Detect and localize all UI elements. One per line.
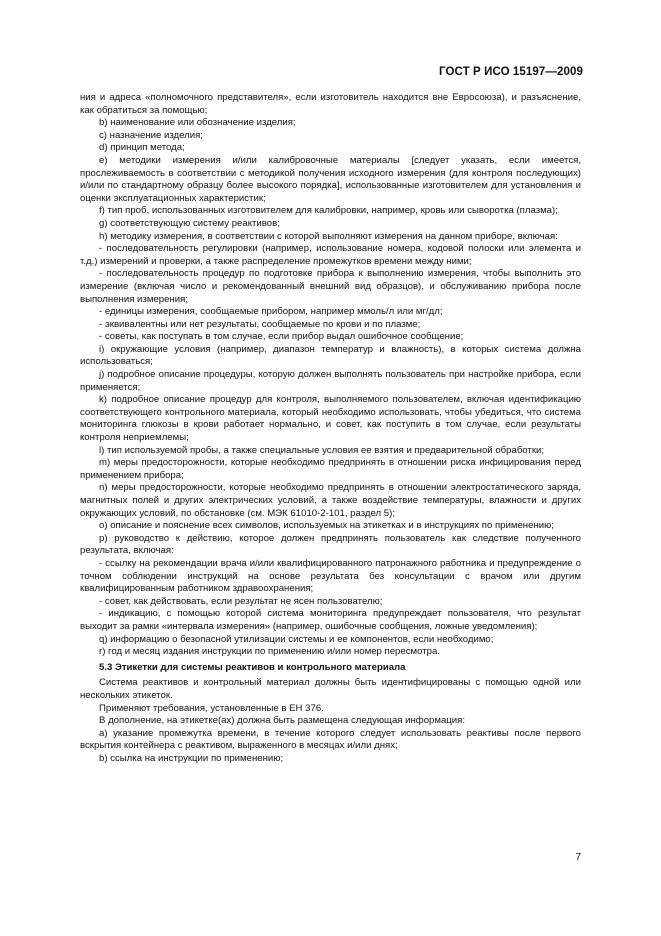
paragraph: ния и адреса «полномочного представителя», если изготовитель находится вне Евросоюза), и разъяснение, как обратиться за помощью; — [80, 92, 581, 116]
list-item: p) руководство к действию, которое должен предпринять пользователь как следствие полученного результата, включая: — [80, 532, 581, 557]
list-item: n) меры предосторожности, которые необходимо предпринять в отношении электростатического заряда, магнитных полей и других электрических условий, а также воздействие температуры, влажности и других окружающих условий, по обстановке (см. МЭК 61010-2-101, раздел 5); — [80, 482, 581, 519]
list-item: q) информацию о безопасной утилизации системы и ее компонентов, если необходимо; — [99, 633, 494, 645]
list-item: j) подробное описание процедуры, которую должен выполнять пользователь при настройке прибора, если применяется; — [80, 369, 581, 393]
list-item: c) назначение изделия; — [99, 129, 203, 141]
list-item: o) описание и пояснение всех символов, используемых на этикетках и в инструкциях по применению; — [99, 520, 554, 532]
list-item: k) подробное описание процедур для контроля, выполняемого пользователем, включая идентификацию соответствующего контрольного материала, который необходимо использовать, чтобы убедиться, что система мониторинга глюкозы в крови работает нормально, и совет, как поступить в том случае, если результаты контроля неприемлемы; — [80, 394, 581, 444]
list-item: b) наименование или обозначение изделия; — [99, 117, 296, 129]
paragraph: Применяют требования, установленные в ЕН 376. — [99, 702, 324, 714]
list-item: i) окружающие условия (например, диапазон температур и влажность), в которых система должна использоваться; — [80, 343, 581, 368]
sub-list-item: - индикацию, с помощью которой система мониторинга предупреждает пользователя, что результат выходит за рамки «интервала измерения» (например, ошибочные сообщения, ложные уведомления); — [80, 608, 581, 632]
list-item: e) методики измерения и/или калибровочные материалы [следует указать, если имеется, прослеживаемость в соответствии с методикой получения исходного измерения (для контроля последующих) и/или по стандартному образцу более высокого порядка], использованные изготовителем для установления и оценки эксплуатационных характеристик; — [80, 154, 581, 204]
list-item: m) меры предосторожности, которые необходимо предпринять в отношении риска инфицирования перед применением прибора; — [80, 457, 581, 481]
list-item: r) год и месяц издания инструкции по применению и/или номер пересмотра. — [99, 646, 440, 658]
page-number: 7 — [575, 852, 581, 863]
list-item: a) указание промежутка времени, в течение которого следует использовать реактивы после первого вскрытия контейнера с реактивом, выраженного в месяцах и/или днях; — [80, 727, 581, 752]
list-item: g) соответствующую систему реактивов; — [99, 217, 280, 229]
sub-list-item: - совет, как действовать, если результат не ясен пользователю; — [99, 595, 383, 607]
standard-header: ГОСТ Р ИСО 15197—2009 — [438, 66, 583, 78]
body-text — [80, 92, 581, 765]
list-item: d) принцип метода; — [99, 142, 185, 154]
paragraph: Система реактивов и контрольный материал должны быть идентифицированы с помощью одной или нескольких этикеток. — [80, 677, 581, 701]
section-heading: 5.3 Этикетки для системы реактивов и контрольного материала — [99, 661, 406, 673]
list-item: f) тип проб, использованных изготовителем для калибровки, например, кровь или сыворотка (плазма); — [99, 205, 558, 217]
sub-list-item: - ссылку на рекомендации врача и/или квалифицированного патронажного работника и предупреждение о точном соблюдении инструкций на основе результата без консультации с врачом или другим квалифицированным работником здравоохранения; — [80, 557, 581, 595]
sub-list-item: - эквивалентны или нет результаты, сообщаемые по крови и по плазме; — [99, 318, 421, 330]
list-item: b) ссылка на инструкции по применению; — [99, 752, 284, 764]
list-item: h) методику измерения, в соответствии с которой выполняют измерения на данном приборе, включая: — [99, 230, 558, 242]
sub-list-item: - последовательность регулировки (например, использование номера, кодовой полоски или элемента и т.д.) измерений и проверки, а также распределение промежутков времени между ними; — [80, 243, 581, 267]
sub-list-item: - советы, как поступать в том случае, если прибор выдал ошибочное сообщение; — [99, 331, 464, 343]
sub-list-item: - последовательность процедур по подготовке прибора к выполнению измерения, чтобы выполнить это измерение (включая число и рекомендованный внешний вид образцов), и обслуживанию прибора после выполнения измерения; — [80, 268, 581, 305]
paragraph: В дополнение, на этикетке(ах) должна быть размещена следующая информация: — [99, 715, 466, 727]
list-item: l) тип используемой пробы, а также специальные условия ее взятия и предварительной обработки; — [99, 444, 545, 456]
sub-list-item: - единицы измерения, сообщаемые прибором, например ммоль/л или мг/дл; — [99, 306, 443, 318]
